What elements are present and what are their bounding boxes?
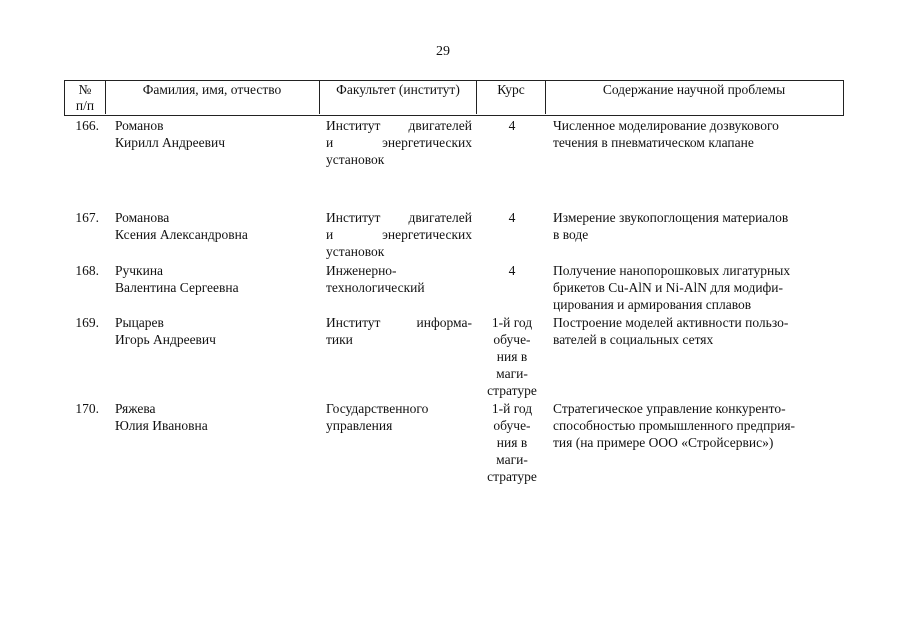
course-line: обуче-: [493, 418, 531, 433]
surname: Романов: [115, 118, 164, 133]
topic-line: вателей в социальных сетях: [553, 332, 714, 347]
course: [481, 400, 543, 485]
student-name: [115, 117, 225, 151]
faculty-line: тики: [326, 332, 353, 347]
faculty-line: управления: [326, 418, 393, 433]
research-topic: [553, 117, 843, 151]
course: [481, 117, 543, 134]
faculty: [326, 400, 472, 434]
row-number: 166.: [75, 118, 99, 133]
row-number: 168.: [75, 263, 99, 278]
student-name: [115, 209, 248, 243]
surname: Ручкина: [115, 263, 164, 278]
course: [481, 314, 543, 399]
course-line: обуче-: [493, 332, 531, 347]
surname: Романова: [115, 210, 170, 225]
faculty-line: установок: [326, 244, 385, 259]
course: [481, 209, 543, 226]
faculty-line: Институт двигателей: [326, 118, 472, 133]
faculty-line: Инженерно-: [326, 263, 397, 278]
given-names: Валентина Сергеевна: [115, 280, 239, 295]
given-names: Игорь Андреевич: [115, 332, 216, 347]
header-num-line2: п/п: [75, 98, 95, 113]
course-line: 4: [508, 118, 516, 133]
header-topic: Содержание научной проблемы: [602, 82, 786, 97]
course-line: маги-: [496, 452, 528, 467]
surname: Рыцарев: [115, 315, 164, 330]
topic-line: течения в пневматическом клапане: [553, 135, 754, 150]
row-number: 170.: [75, 401, 99, 416]
topic-line: Измерение звукопоглощения материалов: [553, 210, 789, 225]
student-name: [115, 314, 216, 348]
research-topic: [553, 314, 843, 348]
topic-line: тия (на примере ООО «Стройсервис»): [553, 435, 774, 450]
topic-line: Численное моделирование дозвукового: [553, 118, 779, 133]
research-topic: [553, 262, 843, 313]
student-name: [115, 400, 208, 434]
given-names: Ксения Александровна: [115, 227, 248, 242]
surname: Ряжева: [115, 401, 156, 416]
faculty: [326, 209, 472, 260]
course-line: маги-: [496, 366, 528, 381]
topic-line: в воде: [553, 227, 589, 242]
header-course: Курс: [497, 82, 525, 97]
faculty: [326, 314, 472, 348]
faculty-line: Институт двигателей: [326, 210, 472, 225]
row-number: 167.: [75, 210, 99, 225]
header-faculty: Факультет (институт): [336, 82, 460, 97]
course-line: стратуре: [487, 383, 537, 398]
faculty-line: Государственного: [326, 401, 429, 416]
course-line: стратуре: [487, 469, 537, 484]
row-number: 169.: [75, 315, 99, 330]
faculty-line: установок: [326, 152, 385, 167]
faculty: [326, 117, 472, 168]
course-line: 1-й год: [491, 315, 533, 330]
header-num-line1: №: [78, 82, 92, 97]
topic-line: способностью промышленного предприя-: [553, 418, 796, 433]
faculty: [326, 262, 472, 296]
course-line: 1-й год: [491, 401, 533, 416]
faculty-line: технологический: [326, 280, 425, 295]
course: [481, 262, 543, 279]
course-line: ния в: [496, 435, 528, 450]
research-topic: [553, 209, 843, 243]
topic-line: Стратегическое управление конкуренто-: [553, 401, 786, 416]
faculty-line: и энергетических: [326, 135, 472, 150]
page-number: 29: [436, 44, 450, 59]
given-names: Юлия Ивановна: [115, 418, 208, 433]
faculty-line: Институт информа-: [326, 315, 472, 330]
topic-line: Построение моделей активности пользо-: [553, 315, 789, 330]
topic-line: Получение нанопорошковых лигатурных: [553, 263, 791, 278]
course-line: 4: [508, 210, 516, 225]
course-line: ния в: [496, 349, 528, 364]
header-name: Фамилия, имя, отчество: [142, 82, 282, 97]
topic-line: цирования и армирования сплавов: [553, 297, 752, 312]
student-name: [115, 262, 239, 296]
course-line: 4: [508, 263, 516, 278]
topic-line: брикетов Cu-AlN и Ni-AlN для модифи-: [553, 280, 784, 295]
faculty-line: и энергетических: [326, 227, 472, 242]
research-topic: [553, 400, 843, 451]
header-num: [66, 82, 104, 114]
given-names: Кирилл Андреевич: [115, 135, 226, 150]
